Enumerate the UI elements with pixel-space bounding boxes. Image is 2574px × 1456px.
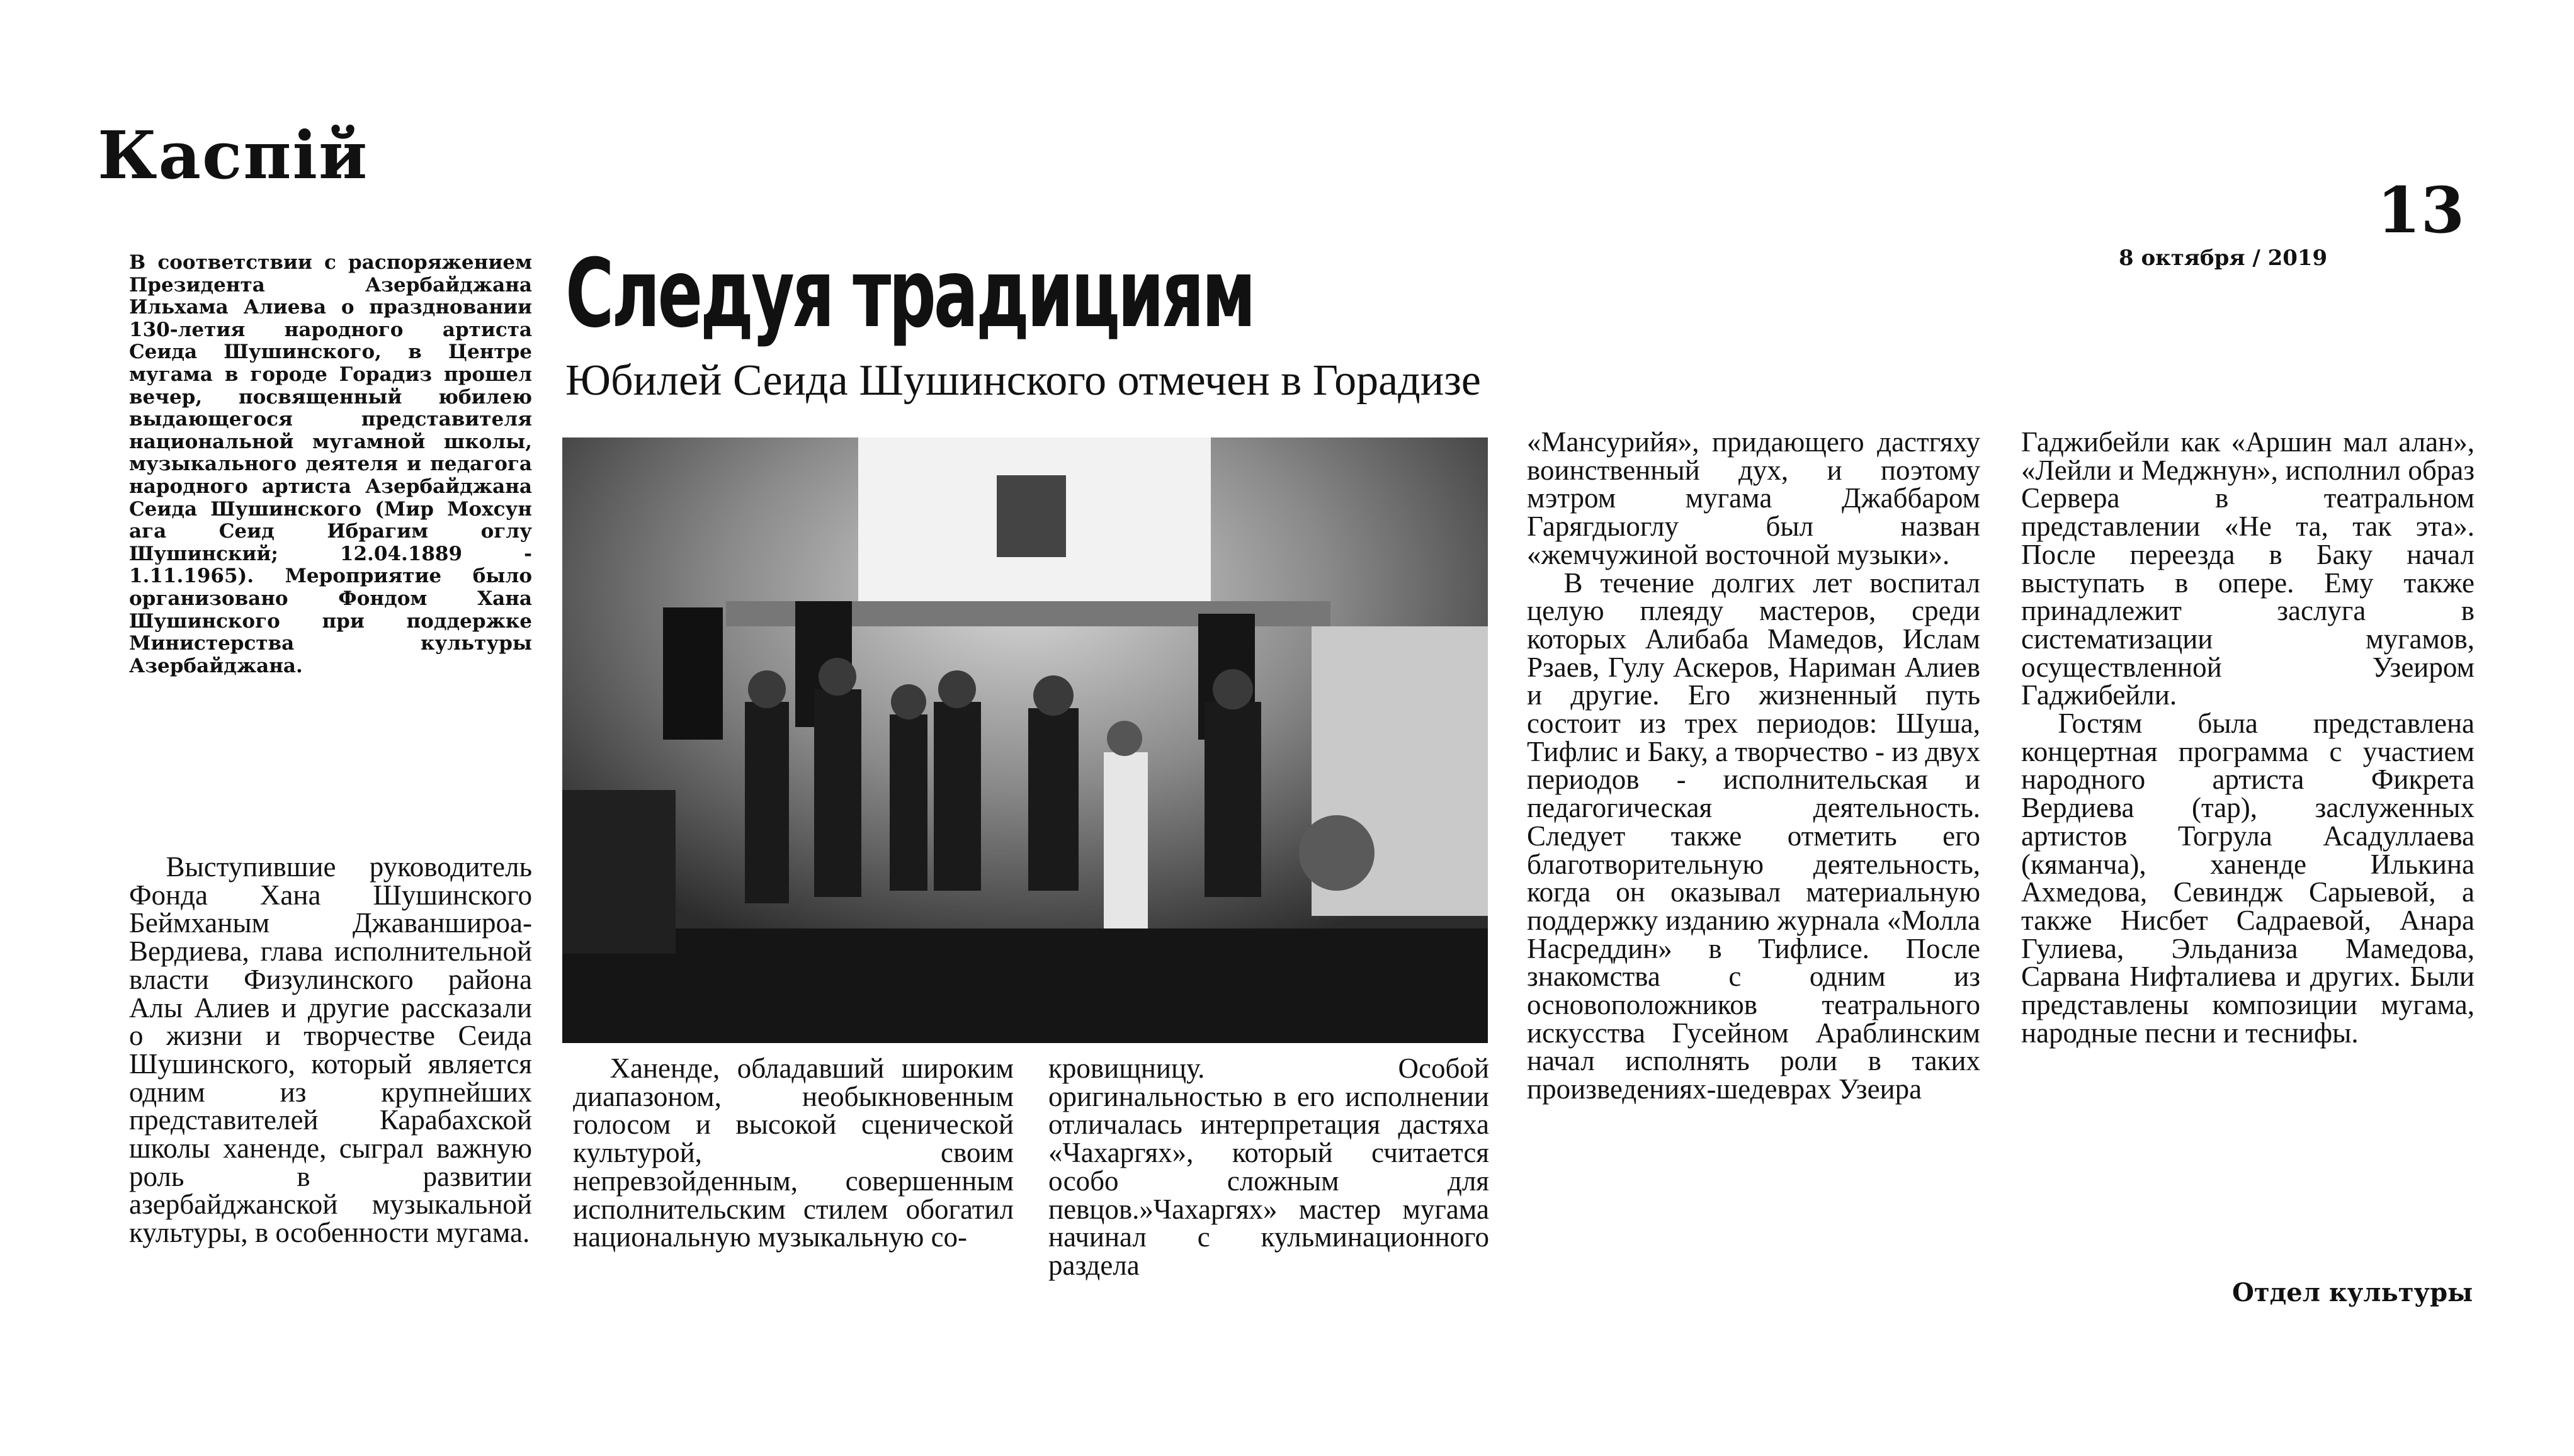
- paragraph: Выступившие руководитель Фонда Хана Шушинского Беймханым Джаваншироа-Вердиева, глава исполнительной власти Физулинского района Алы Алиев и другие рассказали о жизни и творчестве Сеида Шушинского, который является одним из крупнейших представителей Карабахской школы ханенде, сыграл важную роль в развитии азербайджанской музыкальной культуры, в особенности мугама.: [129, 851, 532, 1249]
- issue-date: 8 октября / 2019: [2119, 245, 2328, 271]
- text-column-2: [573, 1054, 1014, 1251]
- paragraph: Гаджибейли как «Аршин мал алан», «Лейли и Меджнун», исполнил образ Сервера в театральном представлении «Не та, так эта». После переезда в Баку начал выступать в опере. Ему также принадлежит заслуга в систематизации мугамов, осуществленной Узеиром Гаджибейли.: [2021, 426, 2475, 711]
- text-column-4: [1527, 428, 1980, 1103]
- text-column-5: [2021, 428, 2475, 1047]
- paragraph: Гостям была представлена концертная программа с участием народного артиста Фикрета Вердиева (тар), заслуженных артистов Тогрула Асадуллаева (кяманча), ханенде Илькина Ахмедова, Севиндж Сарыевой, а также Нисбет Садраевой, Анара Гулиева, Эльданиза Мамедова, Сарвана Нифталиева и других. Были представлены композиции мугама, народные песни и теснифы.: [2021, 708, 2475, 1049]
- text-column-1: [129, 853, 532, 1247]
- event-photo: [562, 437, 1488, 1043]
- newspaper-masthead: Каспій: [98, 116, 369, 194]
- paragraph: кровищницу. Особой оригинальностью в его исполнении отличалась интерпретация дастяха «Чахаргях», который считается особо сложным для певцов.»Чахаргях» мастер мугама начинал с кульминационного раздела: [1048, 1052, 1489, 1281]
- paragraph: Ханенде, обладавший широким диапазоном, необыкновенным голосом и высокой сценической культурой, своим непревзойденным, совершенным исполнительским стилем обогатил национальную музыкальную со-: [573, 1052, 1014, 1253]
- article-headline: Следуя традициям: [565, 239, 1254, 349]
- text-column-3: [1048, 1054, 1489, 1280]
- article-signature: Отдел культуры: [2232, 1278, 2473, 1307]
- page-number: 13: [2377, 173, 2465, 247]
- paragraph: В течение долгих лет воспитал целую плеяду мастеров, среди которых Алибаба Мамедов, Ислам Рзаев, Гулу Аскеров, Нариман Алиев и другие. Его жизненный путь состоит из трех периодов: Шуша, Тифлис и Баку, а творчество - из двух периодов - исполнительская и педагогическая деятельность. Следует также отметить его благотворительную деятельность, когда он оказывал материальную поддержку изданию журнала «Молла Насреддин» в Тифлисе. После знакомства с одним из основоположников театрального искусства Гусейном Араблинским начал исполнять роли в таких произведениях-шедеврах Узеира: [1527, 567, 1980, 1105]
- article-subheadline: Юбилей Сеида Шушинского отмечен в Горадизе: [565, 356, 1481, 405]
- article-lead: В соответствии с распоряжением Президента Азербайджана Ильхама Алиева о праздновании 130-летия народного артиста Сеида Шушинского, в Центре мугама в городе Горадиз прошел вечер, посвященный юбилею выдающегося представителя национальной мугамной школы, музыкального деятеля и педагога народного артиста Азербайджана Сеида Шушинского (Мир Мохсун ага Сеид Ибрагим оглу Шушинский; 12.04.1889 - 1.11.1965). Мероприятие было организовано Фондом Хана Шушинского при поддержке Министерства культуры Азербайджана.: [129, 251, 532, 677]
- concert-stage-photo: [562, 437, 1488, 1043]
- paragraph: «Мансурийя», придающего дастгяху воинственный дух, и поэтому мэтром мугама Джаббаром Гарягдыоглу был назван «жемчужиной восточной музыки».: [1527, 426, 1980, 570]
